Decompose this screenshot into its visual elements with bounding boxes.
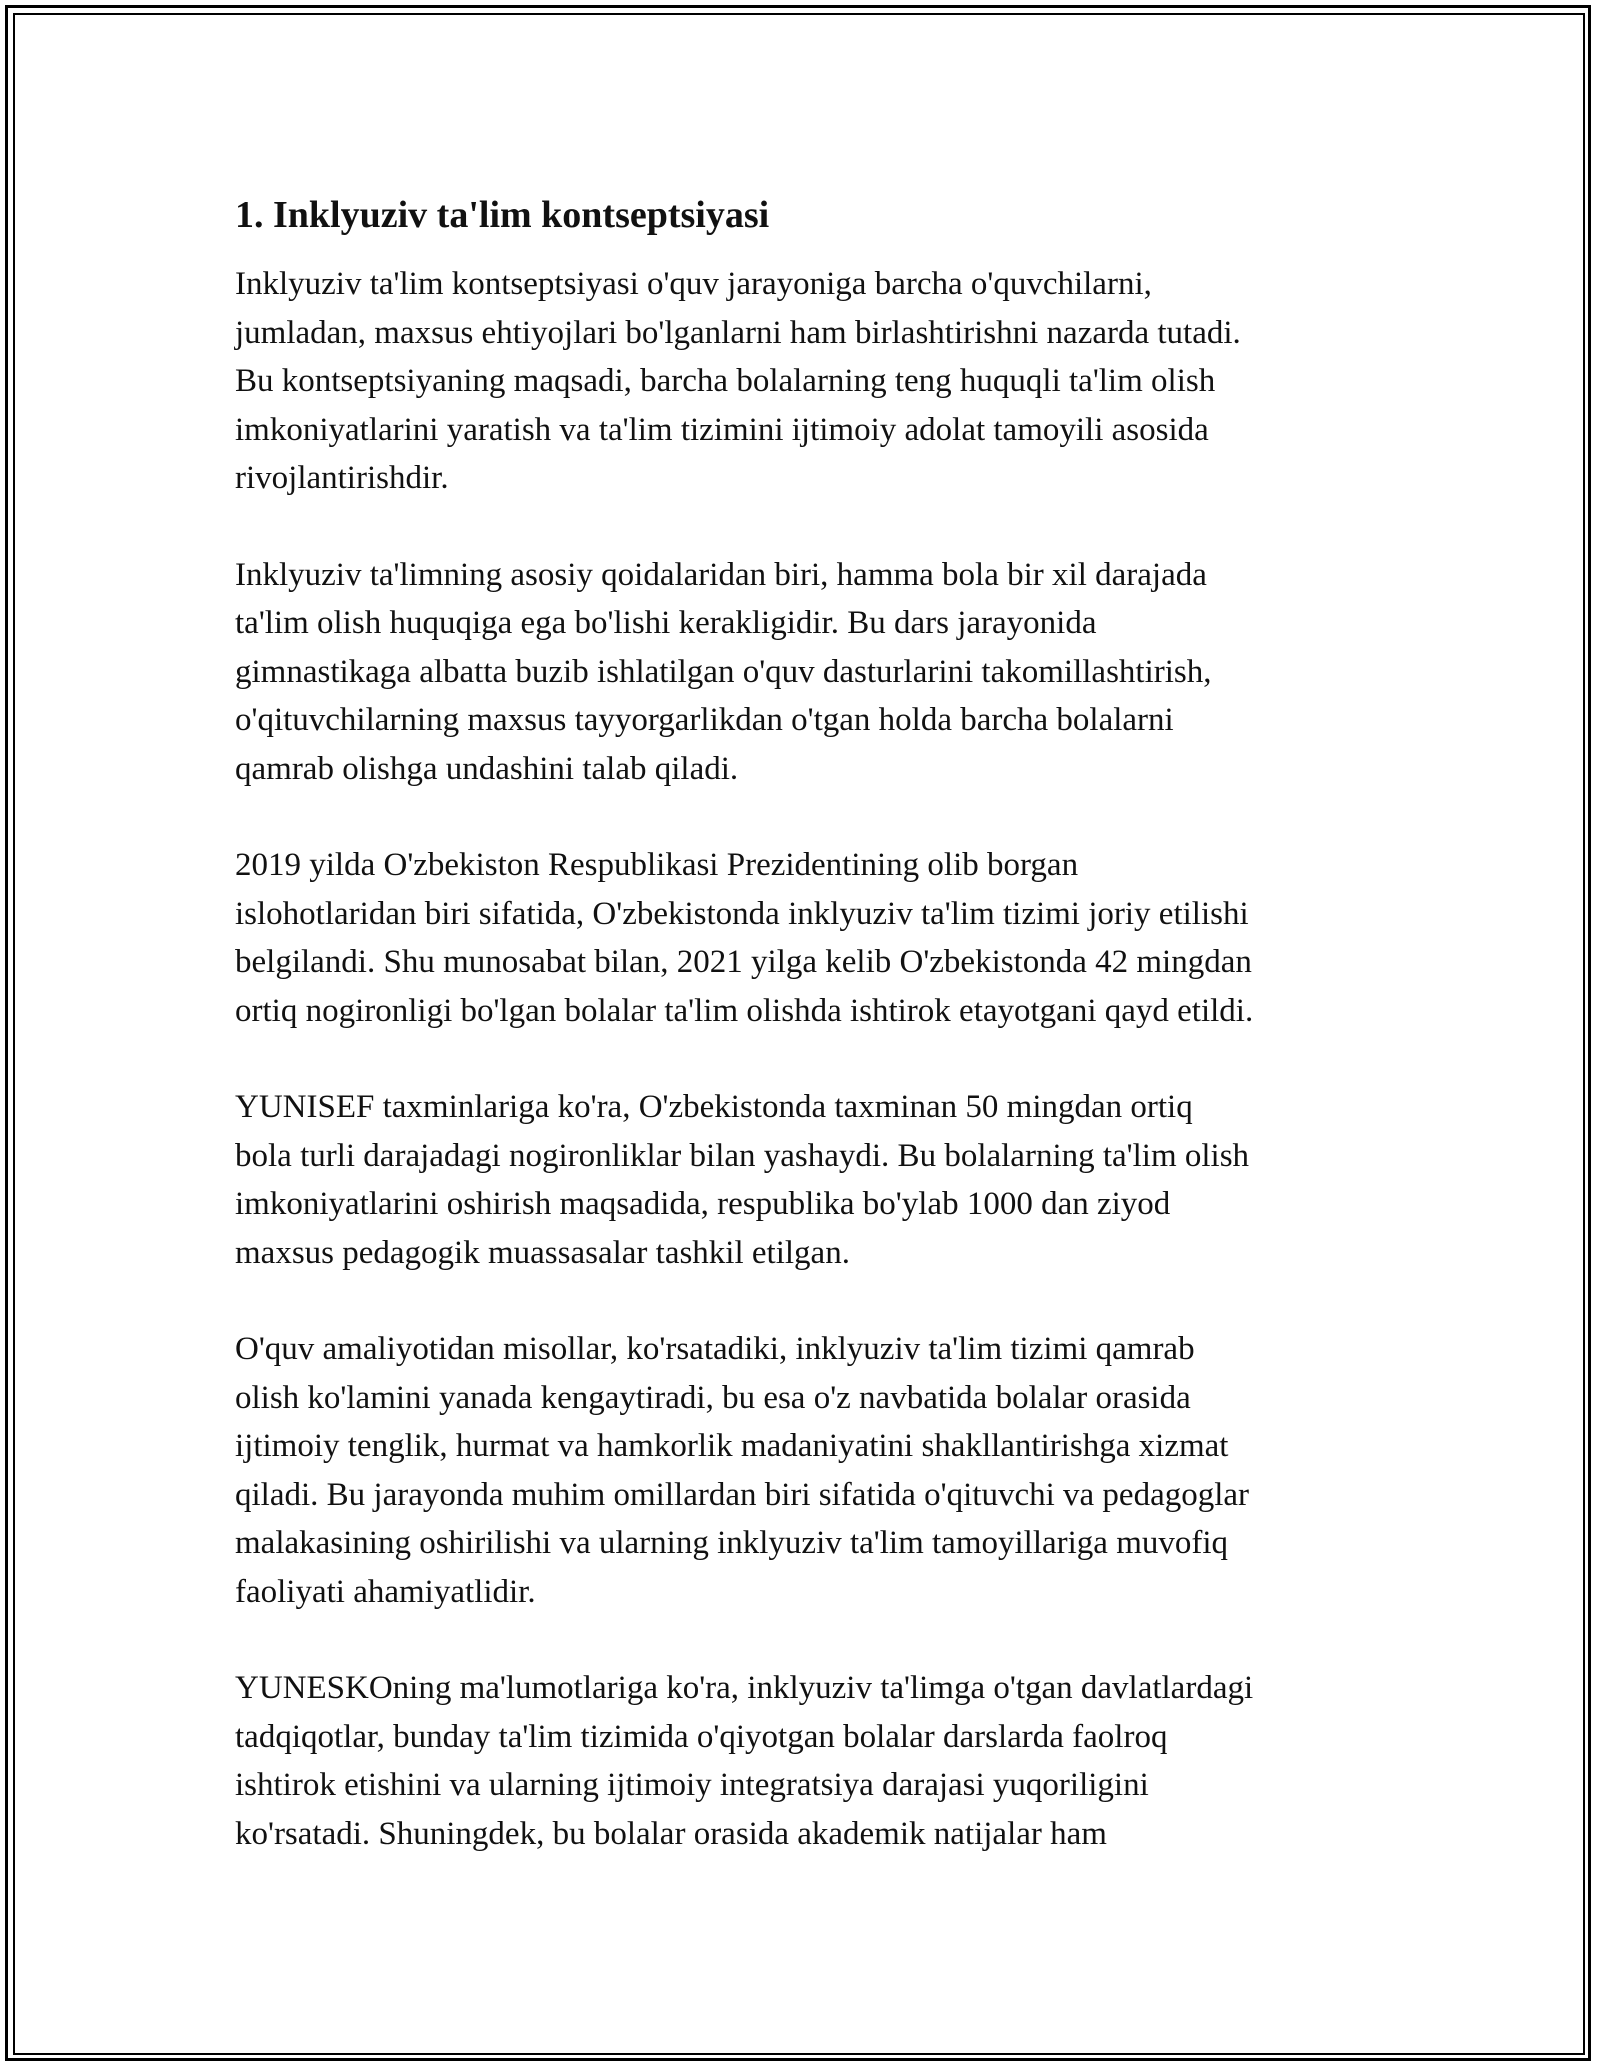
text-line: imkoniyatlarini yaratish va ta'lim tizimini ijtimoiy adolat tamoyili asosida bbox=[235, 411, 1209, 448]
paragraph-3 bbox=[235, 841, 1375, 1035]
text-line: belgilandi. Shu munosabat bilan, 2021 yilga kelib O'zbekistonda 42 mingdan bbox=[235, 944, 1252, 980]
section-heading: 1. Inklyuziv ta'lim kontseptsiyasi bbox=[235, 194, 770, 236]
text-line: Inklyuziv ta'limning asosiy qoidalaridan biri, hamma bola bir xil darajada bbox=[235, 556, 1207, 593]
text-line: malakasining oshirilishi va ularning inklyuziv ta'lim tamoyillariga muvofiq bbox=[235, 1525, 1229, 1561]
text-line: ortiq nogironligi bo'lgan bolalar ta'lim olishda ishtirok etayotgani qayd etildi. bbox=[235, 992, 1254, 1029]
text-line: maxsus pedagogik muassasalar tashkil etilgan. bbox=[235, 1234, 850, 1271]
text-line: imkoniyatlarini oshirish maqsadida, respublika bo'ylab 1000 dan ziyod bbox=[235, 1186, 1171, 1222]
text-line: ishtirok etishini va ularning ijtimoiy integratsiya darajasi yuqoriligini bbox=[235, 1767, 1149, 1803]
text-line: Bu kontseptsiyaning maqsadi, barcha bolalarning teng huquqli ta'lim olish bbox=[235, 363, 1216, 399]
text-line: 2019 yilda O'zbekiston Respublikasi Prezidentining olib borgan bbox=[235, 847, 1079, 883]
text-line: qamrab olishga undashini talab qiladi. bbox=[235, 750, 739, 787]
document-body bbox=[235, 190, 1375, 1906]
text-line: rivojlantirishdir. bbox=[235, 460, 449, 496]
text-line: faoliyati ahamiyatlidir. bbox=[235, 1573, 536, 1610]
text-line: YUNISEF taxminlariga ko'ra, O'zbekistonda taxminan 50 mingdan ortiq bbox=[235, 1089, 1193, 1125]
text-line: gimnastikaga albatta buzib ishlatilgan o'quv dasturlarini takomillashtirish, bbox=[235, 653, 1212, 690]
paragraph-1 bbox=[235, 260, 1375, 503]
text-line: ijtimoiy tenglik, hurmat va hamkorlik madaniyatini shakllantirishga xizmat bbox=[235, 1428, 1229, 1464]
text-line: bola turli darajadagi nogironliklar bilan yashaydi. Bu bolalarning ta'lim olish bbox=[235, 1137, 1250, 1174]
paragraph-5 bbox=[235, 1325, 1375, 1616]
text-line: YUNESKOning ma'lumotlariga ko'ra, inklyuziv ta'limga o'tgan davlatlardagi bbox=[235, 1670, 1254, 1706]
text-line: olish ko'lamini yanada kengaytiradi, bu esa o'z navbatida bolalar orasida bbox=[235, 1379, 1191, 1416]
text-line: ko'rsatadi. Shuningdek, bu bolalar orasida akademik natijalar ham bbox=[235, 1815, 1107, 1852]
paragraph-2 bbox=[235, 551, 1375, 794]
text-line: tadqiqotlar, bunday ta'lim tizimida o'qiyotgan bolalar darslarda faolroq bbox=[235, 1718, 1168, 1755]
text-line: O'quv amaliyotidan misollar, ko'rsatadiki, inklyuziv ta'lim tizimi qamrab bbox=[235, 1331, 1195, 1367]
text-line: qiladi. Bu jarayonda muhim omillardan biri sifatida o'qituvchi va pedagoglar bbox=[235, 1476, 1250, 1513]
text-line: ta'lim olish huquqiga ega bo'lishi kerakligidir. Bu dars jarayonida bbox=[235, 605, 1097, 641]
text-line: jumladan, maxsus ehtiyojlari bo'lganlarni ham birlashtirishni nazarda tutadi. bbox=[235, 314, 1241, 351]
text-line: o'qituvchilarning maxsus tayyorgarlikdan o'tgan holda barcha bolalarni bbox=[235, 702, 1174, 738]
paragraph-4 bbox=[235, 1083, 1375, 1277]
text-line: Inklyuziv ta'lim kontseptsiyasi o'quv jarayoniga barcha o'quvchilarni, bbox=[235, 266, 1152, 302]
text-line: islohotlaridan biri sifatida, O'zbekistonda inklyuziv ta'lim tizimi joriy etilishi bbox=[235, 895, 1249, 932]
paragraph-6 bbox=[235, 1664, 1375, 1858]
